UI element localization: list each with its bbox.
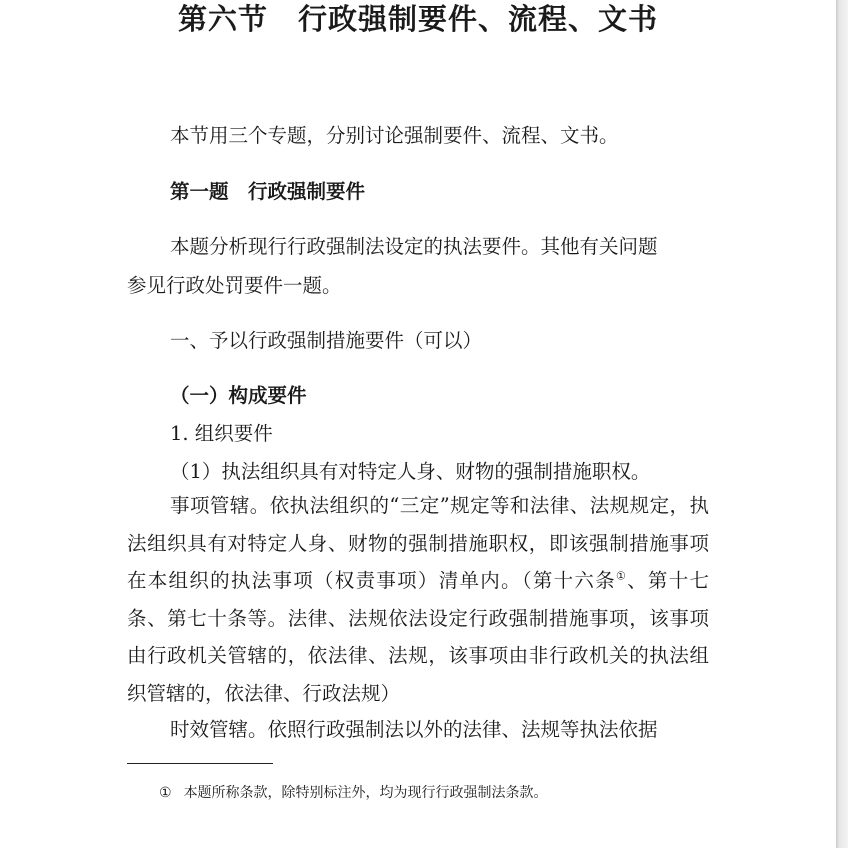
time-jurisdiction-paragraph: 时效管辖。依照行政强制法以外的法律、法规等执法依据: [170, 718, 658, 741]
topic-intro-line-1: 本题分析现行行政强制法设定的执法要件。其他有关问题: [170, 235, 658, 258]
page-edge-shadow: [836, 0, 848, 848]
matters-text-after-note: 、第十七条、第七十条等。法律、法规依法设定行政强制措施事项，该事项由行政机关管辖的，依法律、法规，该事项由非行政机关的执法组织管辖的，依法律、行政法规）: [127, 569, 709, 705]
section-intro: 本节用三个专题，分别讨论强制要件、流程、文书。: [170, 124, 619, 147]
section-title: 第六节 行政强制要件、流程、文书: [177, 2, 658, 36]
item-heading: 1. 组织要件: [170, 422, 273, 445]
item-subpoint: （1）执法组织具有对特定人身、财物的强制措施职权。: [170, 460, 651, 483]
footnote-mark: ①: [159, 785, 172, 801]
matters-jurisdiction-paragraph: [127, 487, 709, 712]
topic-intro-line-2: 参见行政处罚要件一题。: [127, 274, 342, 297]
footnote-divider: [127, 763, 273, 764]
subsection-heading: （一）构成要件: [170, 384, 307, 407]
topic-heading: 第一题 行政强制要件: [170, 180, 366, 203]
footnote-text: 本题所称条款，除特别标注外，均为现行行政强制法条款。: [183, 785, 548, 801]
footnote-reference: ①: [615, 569, 628, 583]
matters-text-before-note: 事项管辖。依执法组织的“三定”规定等和法律、法规规定，执法组织具有对特定人身、财物的强制措施职权，即该强制措施事项在本组织的执法事项（权责事项）清单内。（第十六条: [127, 494, 709, 592]
part-heading: 一、予以行政强制措施要件（可以）: [170, 329, 483, 352]
footnote: [159, 782, 548, 804]
